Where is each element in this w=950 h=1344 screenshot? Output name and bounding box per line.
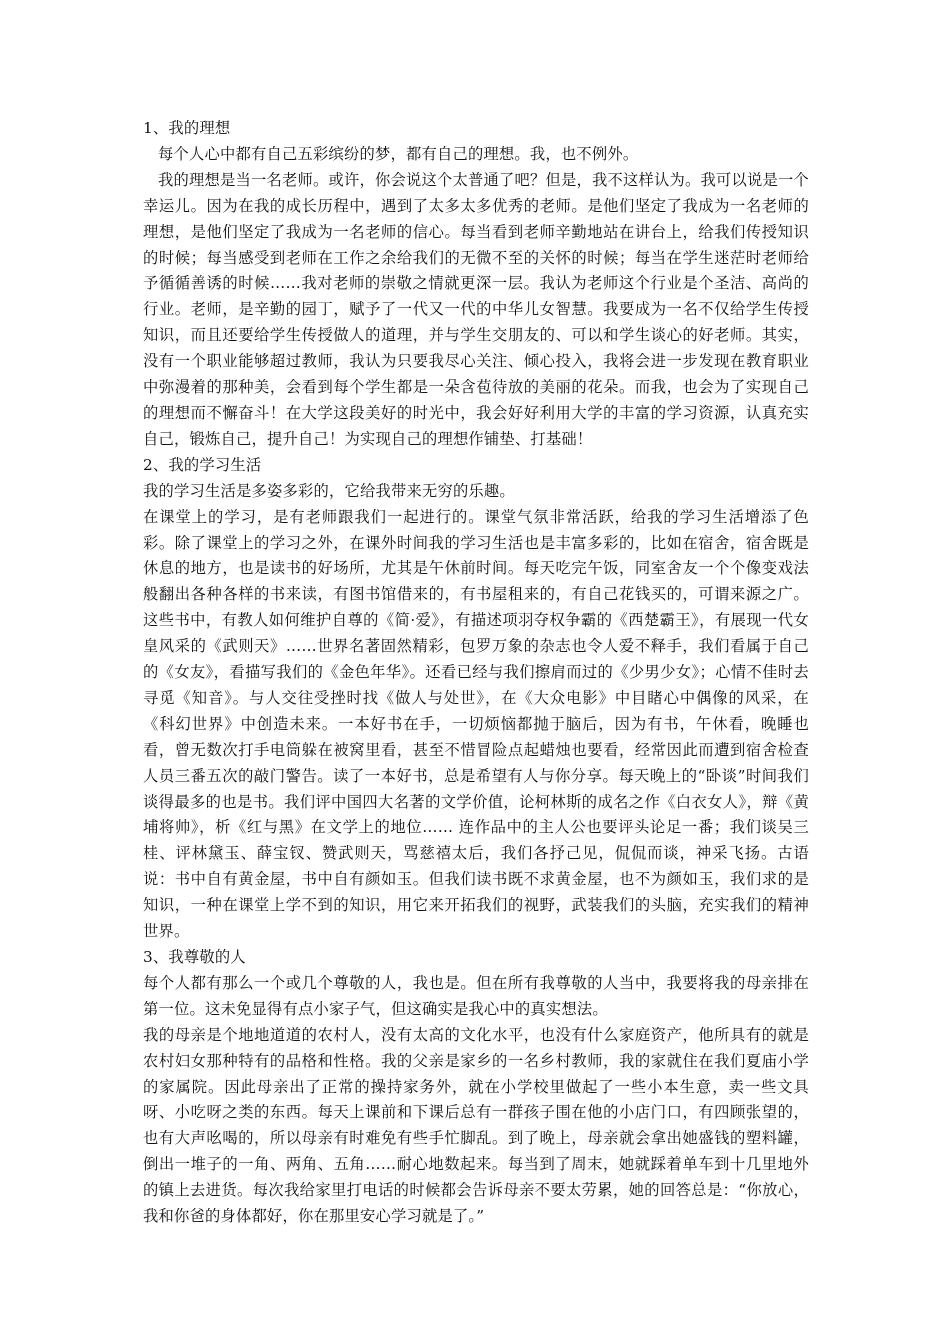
section-heading-respected-person: 3、我尊敬的人 (143, 948, 246, 966)
paragraph: 每个人心中都有自己五彩缤纷的梦，都有自己的理想。我，也不例外。 (158, 144, 639, 163)
paragraph: 我的理想是当一名老师。或许，你会说这个太普通了吧？但是，我不这样认为。我可以说是一个幸运儿。因为在我的成长历程中，遇到了太多太多优秀的老师。是他们坚定了我成为一名老师的理想，是他们坚定了我成为一名老师的信心。每当看到老师辛勤地站在讲台上，给我们传授知识的时候；每当感受到老师在工作之余给我们的无微不至的关怀的时候；每当在学生迷茫时老师给予循循善诱的时候……我对老师的崇敬之情就更深一层。我认为老师这个行业是个圣洁、高尚的行业。老师，是辛勤的园丁，赋予了一代又一代的中华儿女智慧。我要成为一名不仅给学生传授知识，而且还要给学生传授做人的道理，并与学生交朋友的、可以和学生谈心的好老师。其实，没有一个职业能够超过教师，我认为只要我尽心关注、倾心投入，我将会进一步发现在教育职业中弥漫着的那种美，会看到每个学生都是一朵含苞待放的美丽的花朵。而我，也会为了实现自己的理想而不懈奋斗！在大学这段美好的时光中，我会好好利用大学的丰富的学习资源，认真充实自己，锻炼自己，提升自己！为实现自己的理想作铺垫、打基础！ (143, 170, 809, 448)
section-heading-ideal: 1、我的理想 (143, 119, 231, 137)
document-page (143, 116, 809, 1230)
paragraph: 我的母亲是个地地道道的农村人，没有太高的文化水平，也没有什么家庭资产，他所具有的就是农村妇女那种特有的品格和性格。我的父亲是家乡的一名乡村教师，我的家就住在我们夏庙小学的家属院。因此母亲出了正常的操持家务外，就在小学校里做起了一些小本生意，卖一些文具呀、小吃呀之类的东西。每天上课前和下课后总有一群孩子围在他的小店门口，有四顾张望的，也有大声吆喝的，所以母亲有时难免有些手忙脚乱。到了晚上，母亲就会拿出她盛钱的塑料罐，倒出一堆子的一角、两角、五角……耐心地数起来。每当到了周末，她就踩着单车到十几里地外的镇上去进货。每次我给家里打电话的时候都会告诉母亲不要太劳累，她的回答总是：“你放心，我和你爸的身体都好，你在那里安心学习就是了。” (143, 1025, 809, 1226)
paragraph: 在课堂上的学习，是有老师跟我们一起进行的。课堂气氛非常活跃，给我的学习生活增添了色彩。除了课堂上的学习之外，在课外时间我的学习生活也是丰富多彩的，比如在宿舍，宿舍既是休息的地方，也是读书的好场所，尤其是午休前时间。每天吃完午饭，同室舍友一个个像变戏法般翻出各种各样的书来读，有图书馆借来的，有书屋租来的，有自己花钱买的，可谓来源之广。这些书中，有教人如何维护自尊的《简·爱》，有描述项羽夺权争霸的《西楚霸王》，有展现一代女皇风采的《武则天》……世界名著固然精彩，包罗万象的杂志也令人爱不释手，我们看属于自己的《女友》，看描写我们的《金色年华》。还看已经与我们擦肩而过的《少男少女》；心情不佳时去寻觅《知音》。与人交往受挫时找《做人与处世》，在《大众电影》中目睹心中偶像的风采，在《科幻世界》中创造未来。一本好书在手，一切烦恼都抛于脑后，因为有书，午休看，晚睡也看，曾无数次打手电筒躲在被窝里看，甚至不惜冒险点起蜡烛也要看，经常因此而遭到宿舍检查人员三番五次的敲门警告。读了一本好书，总是希望有人与你分享。每天晚上的“卧谈”时间我们谈得最多的也是书。我们评中国四大名著的文学价值，论柯林斯的成名之作《白衣女人》，辩《黄埔将帅》，析《红与黑》在文学上的地位…… 连作品中的主人公也要评头论足一番；我们谈吴三桂、评林黛玉、薛宝钗、赞武则天，骂慈禧太后，我们各抒己见，侃侃而谈，神采飞扬。古语说：书中自有黄金屋，书中自有颜如玉。但我们读书既不求黄金屋，也不为颜如玉，我们求的是知识，一种在课堂上学不到的知识，用它来开拓我们的视野，武装我们的头脑，充实我们的精神世界。 (143, 507, 809, 941)
paragraph: 我的学习生活是多姿多彩的，它给我带来无穷的乐趣。 (143, 481, 515, 500)
section-heading-study-life: 2、我的学习生活 (143, 455, 262, 474)
paragraph: 每个人都有那么一个或几个尊敬的人，我也是。但在所有我尊敬的人当中，我要将我的母亲排在第一位。这未免显得有点小家子气，但这确实是我心中的真实想法。 (143, 973, 809, 1018)
